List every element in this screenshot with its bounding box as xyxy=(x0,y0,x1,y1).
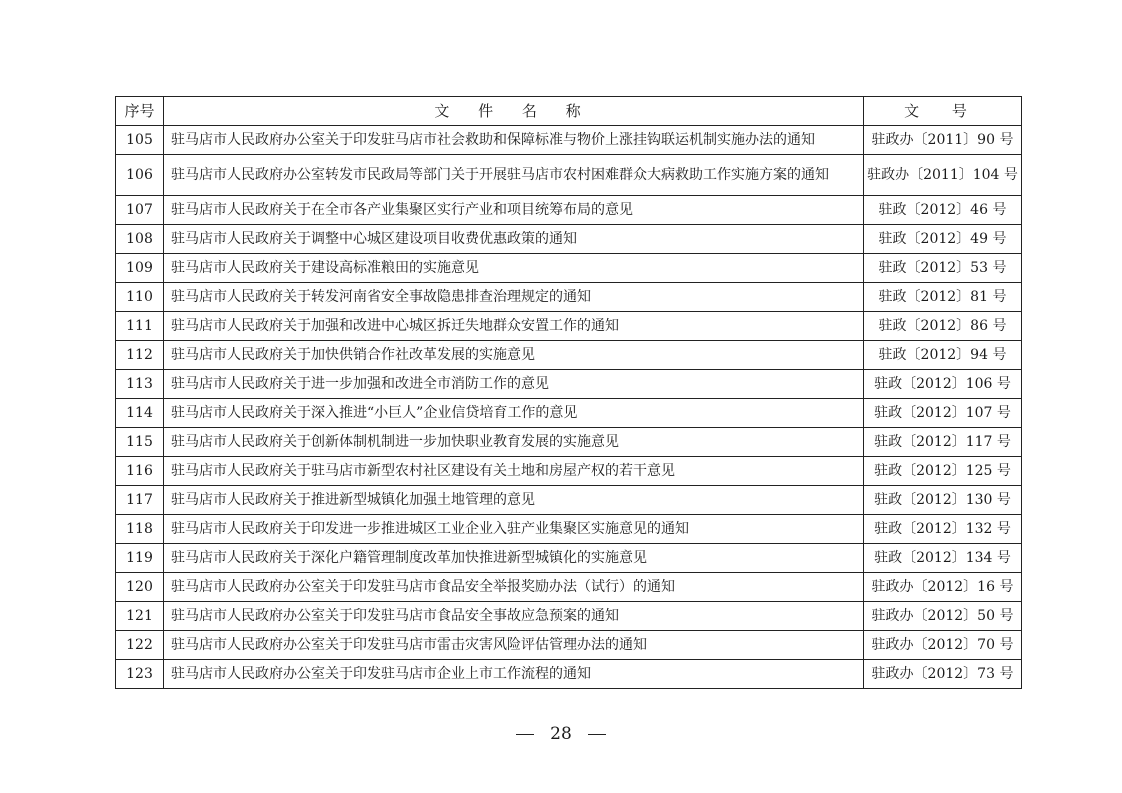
row-title: 驻马店市人民政府关于驻马店市新型农村社区建设有关土地和房屋产权的若干意见 xyxy=(164,457,864,486)
table-row xyxy=(116,283,1022,312)
row-seq: 112 xyxy=(116,341,164,370)
row-seq: 121 xyxy=(116,602,164,631)
row-seq: 119 xyxy=(116,544,164,573)
row-seq: 105 xyxy=(116,126,164,155)
row-title: 驻马店市人民政府办公室转发市民政局等部门关于开展驻马店市农村困难群众大病救助工作实施方案的通知 xyxy=(164,155,864,196)
row-seq: 118 xyxy=(116,515,164,544)
row-title: 驻马店市人民政府办公室关于印发驻马店市食品安全举报奖励办法（试行）的通知 xyxy=(164,573,864,602)
row-doc-number: 驻政〔2012〕107 号 xyxy=(864,399,1022,428)
row-title: 驻马店市人民政府办公室关于印发驻马店市雷击灾害风险评估管理办法的通知 xyxy=(164,631,864,660)
table-row xyxy=(116,660,1022,689)
row-title: 驻马店市人民政府关于在全市各产业集聚区实行产业和项目统筹布局的意见 xyxy=(164,196,864,225)
row-doc-number: 驻政〔2012〕134 号 xyxy=(864,544,1022,573)
table-row xyxy=(116,225,1022,254)
table-row xyxy=(116,312,1022,341)
row-doc-number: 驻政办〔2011〕104 号 xyxy=(864,155,1022,196)
page-footer xyxy=(0,724,1122,744)
row-doc-number: 驻政办〔2012〕16 号 xyxy=(864,573,1022,602)
row-doc-number: 驻政〔2012〕49 号 xyxy=(864,225,1022,254)
table-row xyxy=(116,341,1022,370)
row-seq: 108 xyxy=(116,225,164,254)
header-title: 文 件 名 称 xyxy=(164,97,864,126)
row-doc-number: 驻政〔2012〕46 号 xyxy=(864,196,1022,225)
row-seq: 122 xyxy=(116,631,164,660)
row-doc-number: 驻政〔2012〕117 号 xyxy=(864,428,1022,457)
document-table xyxy=(115,96,1022,689)
table-row xyxy=(116,196,1022,225)
row-title: 驻马店市人民政府关于转发河南省安全事故隐患排查治理规定的通知 xyxy=(164,283,864,312)
table-row xyxy=(116,544,1022,573)
table-row xyxy=(116,573,1022,602)
row-title: 驻马店市人民政府关于创新体制机制进一步加快职业教育发展的实施意见 xyxy=(164,428,864,457)
table-row xyxy=(116,515,1022,544)
row-seq: 106 xyxy=(116,155,164,196)
table-row xyxy=(116,126,1022,155)
row-doc-number: 驻政〔2012〕86 号 xyxy=(864,312,1022,341)
row-title: 驻马店市人民政府办公室关于印发驻马店市社会救助和保障标准与物价上涨挂钩联运机制实施办法的通知 xyxy=(164,126,864,155)
table-body xyxy=(116,126,1022,689)
row-title: 驻马店市人民政府关于深化户籍管理制度改革加快推进新型城镇化的实施意见 xyxy=(164,544,864,573)
row-doc-number: 驻政〔2012〕130 号 xyxy=(864,486,1022,515)
row-seq: 113 xyxy=(116,370,164,399)
row-doc-number: 驻政〔2012〕106 号 xyxy=(864,370,1022,399)
row-title: 驻马店市人民政府关于进一步加强和改进全市消防工作的意见 xyxy=(164,370,864,399)
table-row xyxy=(116,370,1022,399)
row-title: 驻马店市人民政府关于深入推进“小巨人”企业信贷培育工作的意见 xyxy=(164,399,864,428)
row-doc-number: 驻政〔2012〕125 号 xyxy=(864,457,1022,486)
row-seq: 109 xyxy=(116,254,164,283)
row-seq: 107 xyxy=(116,196,164,225)
row-doc-number: 驻政〔2012〕81 号 xyxy=(864,283,1022,312)
row-seq: 115 xyxy=(116,428,164,457)
row-doc-number: 驻政办〔2011〕90 号 xyxy=(864,126,1022,155)
row-doc-number: 驻政办〔2012〕50 号 xyxy=(864,602,1022,631)
table-row xyxy=(116,155,1022,196)
row-seq: 120 xyxy=(116,573,164,602)
row-seq: 114 xyxy=(116,399,164,428)
row-doc-number: 驻政办〔2012〕70 号 xyxy=(864,631,1022,660)
row-doc-number: 驻政办〔2012〕73 号 xyxy=(864,660,1022,689)
table-row xyxy=(116,631,1022,660)
row-seq: 111 xyxy=(116,312,164,341)
table-row xyxy=(116,254,1022,283)
table-row xyxy=(116,457,1022,486)
footer-dash-left xyxy=(516,734,534,735)
footer-dash-right xyxy=(588,734,606,735)
row-title: 驻马店市人民政府关于建设高标准粮田的实施意见 xyxy=(164,254,864,283)
row-title: 驻马店市人民政府关于加快供销合作社改革发展的实施意见 xyxy=(164,341,864,370)
row-seq: 110 xyxy=(116,283,164,312)
row-title: 驻马店市人民政府关于印发进一步推进城区工业企业入驻产业集聚区实施意见的通知 xyxy=(164,515,864,544)
row-seq: 123 xyxy=(116,660,164,689)
table-row xyxy=(116,399,1022,428)
header-seq: 序号 xyxy=(116,97,164,126)
row-seq: 116 xyxy=(116,457,164,486)
table-row xyxy=(116,428,1022,457)
row-title: 驻马店市人民政府关于调整中心城区建设项目收费优惠政策的通知 xyxy=(164,225,864,254)
row-title: 驻马店市人民政府关于加强和改进中心城区拆迁失地群众安置工作的通知 xyxy=(164,312,864,341)
header-ref: 文 号 xyxy=(864,97,1022,126)
table-row xyxy=(116,602,1022,631)
row-doc-number: 驻政〔2012〕53 号 xyxy=(864,254,1022,283)
row-title: 驻马店市人民政府关于推进新型城镇化加强土地管理的意见 xyxy=(164,486,864,515)
row-title: 驻马店市人民政府办公室关于印发驻马店市食品安全事故应急预案的通知 xyxy=(164,602,864,631)
row-seq: 117 xyxy=(116,486,164,515)
row-doc-number: 驻政〔2012〕94 号 xyxy=(864,341,1022,370)
table-header-row xyxy=(116,97,1022,126)
page-number: 28 xyxy=(550,724,572,744)
row-title: 驻马店市人民政府办公室关于印发驻马店市企业上市工作流程的通知 xyxy=(164,660,864,689)
table-row xyxy=(116,486,1022,515)
row-doc-number: 驻政〔2012〕132 号 xyxy=(864,515,1022,544)
